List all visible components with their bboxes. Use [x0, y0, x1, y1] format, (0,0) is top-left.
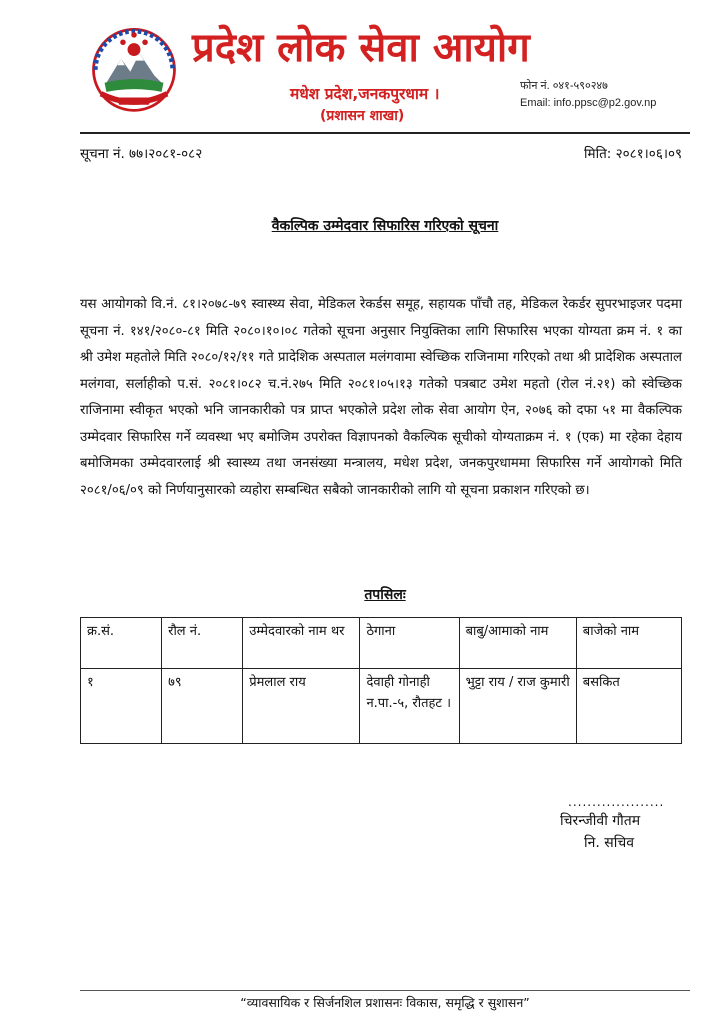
col-parent-name: बाबु/आमाको नाम [459, 618, 576, 669]
nepal-emblem-logo [88, 22, 180, 114]
candidate-table [80, 617, 682, 744]
organization-branch: (प्रशासन शाखा) [320, 108, 405, 124]
footer-divider [80, 990, 690, 991]
contact-info [520, 78, 656, 112]
cell-address: देवाही गोनाही न.पा.-५, रौतहट । [360, 669, 459, 744]
col-roll-number: रौल नं. [162, 618, 243, 669]
email-address: Email: info.ppsc@p2.gov.np [520, 97, 657, 109]
col-serial: क्र.सं. [81, 618, 162, 669]
header-divider [80, 132, 690, 134]
cell-grandfather-name: बसकित [576, 669, 681, 744]
signatory-designation: नि. सचिव [584, 835, 635, 851]
details-heading [80, 585, 690, 604]
details-heading-text: तपसिलः [364, 587, 406, 603]
cell-roll-number: ७९ [162, 669, 243, 744]
cell-candidate-name: प्रेमलाल राय [243, 669, 360, 744]
notice-title-text: वैकल्पिक उम्मेदवार सिफारिस गरिएको सूचना [271, 218, 499, 234]
signatory-name: चिरन्जीवी गौतम [560, 813, 641, 829]
footer-motto: “व्यावसायिक र सिर्जनशिल प्रशासनः विकास, समृद्धि र सुशासन” [240, 995, 530, 1010]
col-candidate-name: उम्मेदवारको नाम थर [243, 618, 360, 669]
notice-number: सूचना नं. ७७।२०८१-०८२ [80, 146, 203, 162]
col-grandfather-name: बाजेको नाम [576, 618, 681, 669]
organization-location: मधेश प्रदेश,जनकपुरधाम । [290, 85, 440, 103]
organization-title: प्रदेश लोक सेवा आयोग [192, 25, 530, 71]
signature-line: .................... [568, 795, 665, 809]
cell-parent-name: भुट्टा राय / राज कुमारी [459, 669, 576, 744]
phone-number: फोन नं. ०४१-५९०२४७ [520, 80, 608, 92]
notice-date: मिति: २०८१।०६।०९ [584, 146, 682, 162]
col-address: ठेगाना [360, 618, 459, 669]
notice-title [80, 216, 690, 235]
table-row [81, 669, 682, 744]
notice-body: यस आयोगको वि.नं. ८१।२०७८-७९ स्वास्थ्य सेवा, मेडिकल रेकर्डस समूह, सहायक पाँचौ तह, मेडिकल रेकर्डर सुपरभाइजर पदमा सूचना नं. १४१/२०८०-८१ मिति २०८०।१०।०८ गतेको सूचना अनुसार नियुक्तिका लागि सिफारिस भएका योग्यता क्रम नं. १ का श्री उमेश महतोले मिति २०८०/१२/११ गते प्रादेशिक अस्पताल मलंगवामा स्वेच्छिक राजिनामा गरिएको तथा श्री प्रादेशिक अस्पताल मलंगवा, सर्लाहीको प.सं. २०८१।०८२ च.नं.२७५ मिति २०८१।०५।१३ गतेको पत्रबाट उमेश महतो (रोल नं.२१) को स्वेच्छिक राजिनामा स्वीकृत भएको भनि जानकारीको पत्र प्राप्त भएकोले प्रदेश लोक सेवा आयोग ऐन, २०७६ को दफा ५१ मा वैकल्पिक उम्मेदवार सिफारिस गर्ने व्यवस्था भए बमोजिम उपरोक्त विज्ञापनको वैकल्पिक सूचीको योग्यताक्रम नं. १ (एक) मा रहेका देहाय बमोजिमका उम्मेदवारलाई श्री स्वास्थ्य तथा जनसंख्या मन्त्रालय, मधेश प्रदेश, जनकपुरधाममा सिफारिस गर्ने आयोगको मिति २०८१/०६/०९ को निर्णयानुसारको व्यहोरा सम्बन्धित सबैको जानकारीको लागि यो सूचना प्रकाशन गरिएको छ। [80, 297, 682, 498]
table-header-row [81, 618, 682, 669]
cell-serial: १ [81, 669, 162, 744]
